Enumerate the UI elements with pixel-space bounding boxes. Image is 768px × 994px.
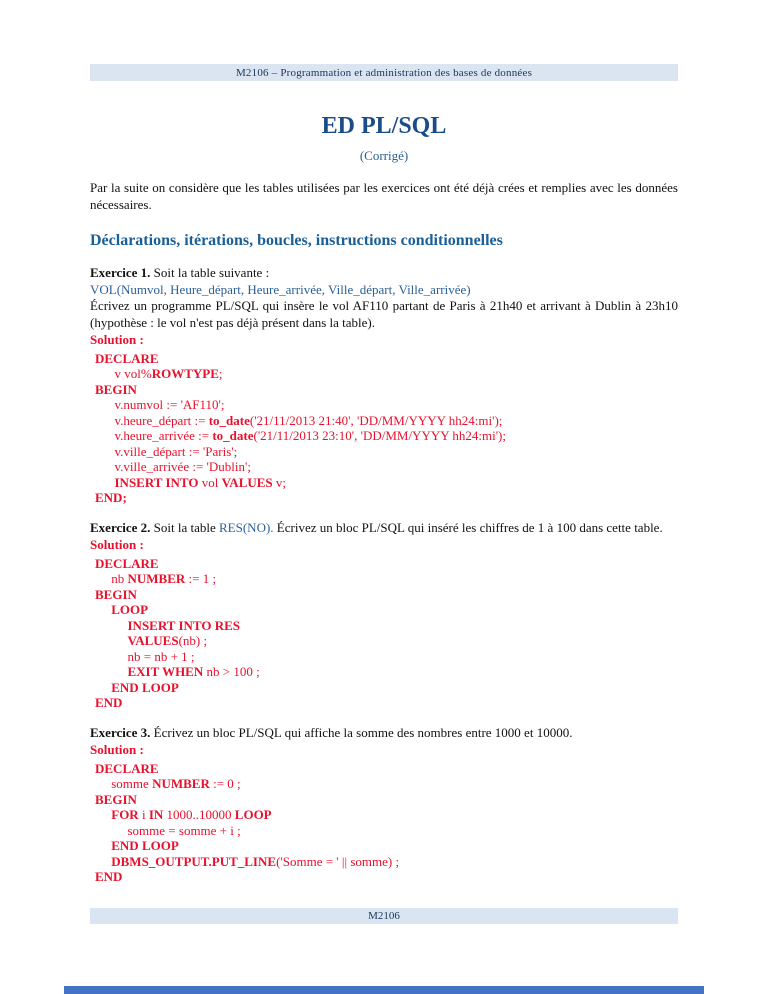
- document-title: ED PL/SQL: [321, 113, 447, 139]
- code-line: v.heure_arrivée := to_date('21/11/2013 23:10', 'DD/MM/YYYY hh24:mi');: [95, 428, 507, 443]
- code-line: v.numvol := 'AF110';: [95, 397, 225, 412]
- document-subtitle: (Corrigé): [359, 148, 409, 163]
- code-line: somme NUMBER := 0 ;: [95, 776, 241, 791]
- exercise-1-statement: [90, 265, 678, 282]
- exercise-1-code-block: [95, 351, 678, 506]
- exercise-1-solution-label: Solution :: [90, 332, 144, 347]
- code-line: v.ville_arrivée := 'Dublin';: [95, 459, 251, 474]
- exercise-2-code-block: [95, 556, 678, 711]
- code-line: somme = somme + i ;: [95, 822, 241, 838]
- exercise-2-label: Exercice 2.: [90, 519, 151, 535]
- code-line: VALUES(nb) ;: [127, 633, 208, 648]
- exercise-1-label: Exercice 1.: [90, 265, 151, 280]
- bottom-decorative-bar: [64, 986, 704, 994]
- code-line: EXIT WHEN nb > 100 ;: [127, 664, 260, 679]
- code-line: BEGIN: [95, 586, 137, 602]
- exercise-2: [90, 520, 678, 711]
- exercise-3-statement-text: Écrivez un bloc PL/SQL qui affiche la somme des nombres entre 1000 et 10000.: [150, 724, 573, 740]
- exercise-3-label: Exercice 3.: [90, 724, 151, 740]
- code-line: v.heure_départ := to_date('21/11/2013 21:40', 'DD/MM/YYYY hh24:mi');: [95, 412, 503, 428]
- page-footer-text: M2106: [368, 910, 400, 922]
- code-line: BEGIN: [95, 791, 137, 807]
- code-line: DECLARE: [95, 555, 159, 571]
- exercise-2-statement: [90, 520, 678, 537]
- code-line: INSERT INTO vol VALUES v;: [114, 474, 287, 490]
- code-line: nb NUMBER := 1 ;: [95, 571, 217, 586]
- document-content: [90, 112, 678, 885]
- code-line: DECLARE: [95, 350, 159, 366]
- exercise-2-statement-text-2: Écrivez un bloc PL/SQL qui inséré les chiffres de 1 à 100 dans cette table.: [273, 519, 663, 535]
- code-line: v vol%ROWTYPE;: [95, 366, 223, 381]
- code-line: LOOP: [111, 602, 149, 617]
- code-line: END: [95, 869, 123, 884]
- exercise-2-solution-label: Solution :: [90, 537, 144, 552]
- code-line: DBMS_OUTPUT.PUT_LINE('Somme = ' || somme) ;: [111, 853, 400, 869]
- exercise-3-solution-label: Solution :: [90, 742, 144, 757]
- page-header-text: M2106 – Programmation et administration des bases de données: [235, 66, 533, 79]
- page-header-band: [90, 64, 678, 81]
- code-line: v.ville_départ := 'Paris';: [95, 443, 238, 459]
- exercise-3: [90, 725, 678, 885]
- code-line: END LOOP: [111, 838, 179, 853]
- intro-paragraph: Par la suite on considère que les tables utilisées par les exercices ont été déjà crées et remplies avec les données nécessaires.: [90, 180, 678, 212]
- code-line: FOR i IN 1000..10000 LOOP: [111, 807, 272, 822]
- code-line: END LOOP: [111, 679, 179, 695]
- section-heading: Déclarations, itérations, boucles, instructions conditionnelles: [90, 232, 503, 249]
- exercise-1: [90, 265, 678, 506]
- exercise-3-code-block: [95, 761, 678, 885]
- code-line: INSERT INTO RES: [127, 617, 240, 633]
- exercise-3-statement: [90, 725, 678, 742]
- code-line: BEGIN: [95, 381, 137, 397]
- exercise-1-question-text: Écrivez un programme PL/SQL qui insère le vol AF110 partant de Paris à 21h40 et arrivant à Dublin à 23h10 (hypothèse : le vol n'est pas déjà présent dans la table).: [90, 298, 678, 330]
- code-line: nb = nb + 1 ;: [95, 648, 195, 664]
- exercise-1-table-definition: VOL(Numvol, Heure_départ, Heure_arrivée, Ville_départ, Ville_arrivée): [90, 281, 471, 297]
- code-line: END;: [95, 490, 127, 505]
- code-line: END: [95, 695, 123, 710]
- page-footer-band: [90, 908, 678, 924]
- exercise-2-table-reference: RES(NO).: [219, 519, 274, 535]
- code-line: DECLARE: [95, 760, 159, 776]
- exercise-2-statement-text-1: Soit la table: [150, 519, 220, 535]
- exercise-1-statement-text: Soit la table suivante :: [150, 265, 270, 280]
